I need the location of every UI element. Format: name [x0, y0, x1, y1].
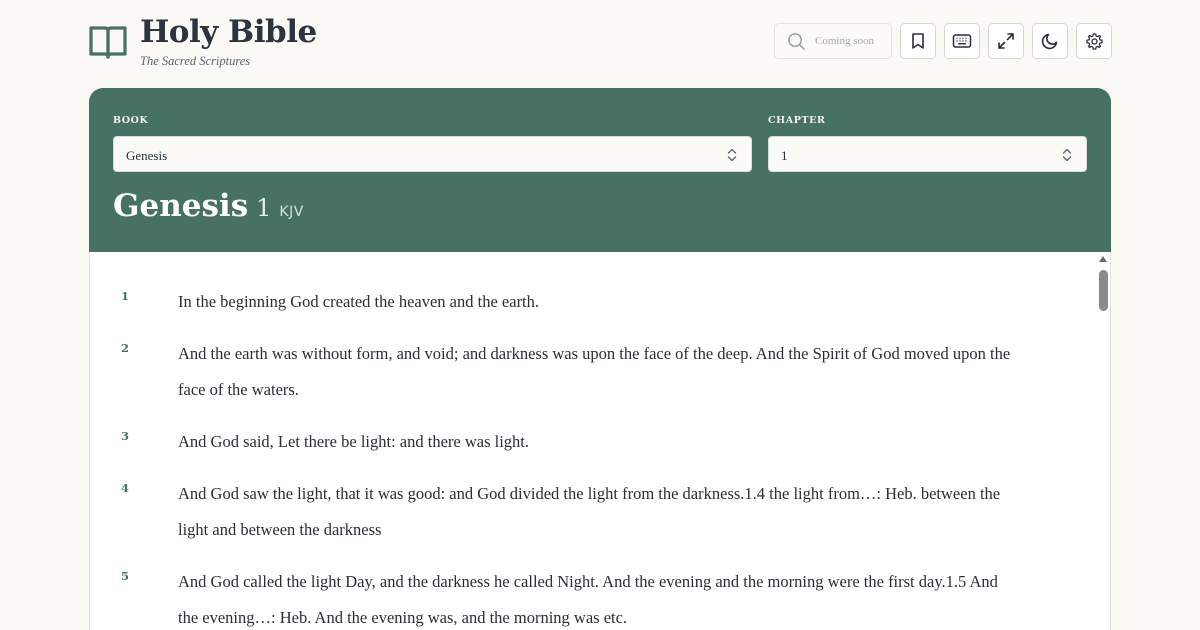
app-title: Holy Bible: [140, 14, 317, 50]
search-icon: [787, 32, 806, 51]
chapter-label: CHAPTER: [768, 115, 826, 126]
navigation-panel: [89, 88, 1111, 252]
settings-button[interactable]: [1076, 23, 1112, 59]
book-select-value: Genesis: [126, 148, 168, 163]
chapter-heading: [113, 188, 304, 224]
fullscreen-button[interactable]: [988, 23, 1024, 59]
scrollbar-up-arrow[interactable]: [1099, 256, 1107, 262]
chapter-select[interactable]: [768, 136, 1087, 172]
search-placeholder: Coming soon: [815, 35, 874, 47]
chevron-up-down-icon: [1062, 147, 1072, 163]
verse-text: And God saw the light, that it was good: and God divided the light from the darkness.1.4 the light from…: Heb. between the light and between the darkness: [178, 484, 1001, 539]
scrollbar-thumb[interactable]: [1099, 270, 1108, 311]
gear-icon: [1085, 32, 1104, 51]
verse-number[interactable]: 1: [121, 289, 130, 303]
verse-text: And God said, Let there be light: and there was light.: [178, 432, 529, 451]
heading-version: KJV: [279, 204, 304, 220]
verse-number[interactable]: 3: [121, 429, 130, 443]
keyboard-shortcuts-button[interactable]: [944, 23, 980, 59]
heading-chapter: 1: [256, 194, 272, 222]
bookmark-icon: [909, 32, 927, 50]
verse-number[interactable]: 4: [121, 481, 130, 495]
heading-book: Genesis: [113, 188, 249, 224]
search-box[interactable]: [774, 23, 892, 59]
chapter-select-value: 1: [781, 148, 788, 163]
book-select[interactable]: [113, 136, 752, 172]
bookmark-button[interactable]: [900, 23, 936, 59]
verse-reader: [89, 252, 1111, 630]
verse-text: And the earth was without form, and void; and darkness was upon the face of the deep. And the Spirit of God moved upon the face of the waters.: [178, 344, 1011, 399]
moon-icon: [1041, 32, 1059, 50]
open-book-icon: [89, 22, 127, 60]
verse-number[interactable]: 5: [121, 569, 130, 583]
verse-text: In the beginning God created the heaven and the earth.: [178, 292, 540, 311]
keyboard-icon: [952, 32, 972, 50]
verse-number[interactable]: 2: [121, 341, 130, 355]
verse-text: And God called the light Day, and the darkness he called Night. And the evening and the morning were the first day.1.5 And the evening…: Heb. And the evening was, and the morning was etc.: [178, 572, 998, 627]
app-header: [89, 14, 1111, 76]
book-label: BOOK: [113, 115, 149, 126]
expand-icon: [997, 32, 1015, 50]
dark-mode-toggle[interactable]: [1032, 23, 1068, 59]
app-subtitle: The Sacred Scriptures: [140, 54, 251, 68]
chevron-up-down-icon: [727, 147, 737, 163]
